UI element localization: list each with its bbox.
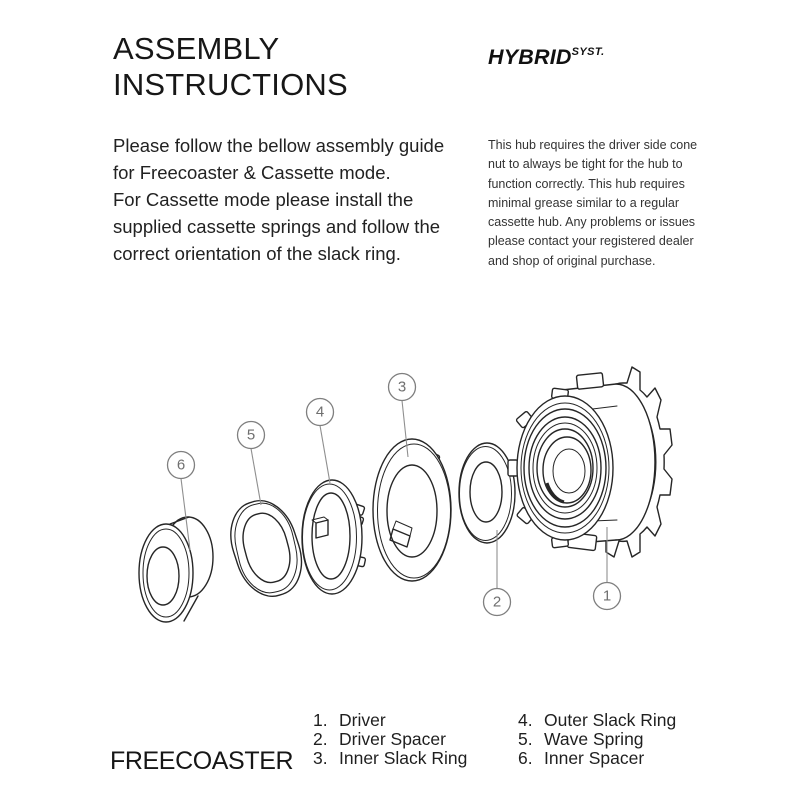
leader-line-5 <box>251 449 261 506</box>
parts-list-item <box>518 711 676 730</box>
callout-2 <box>484 589 511 616</box>
intro-text <box>113 132 461 267</box>
part-wave-spring <box>221 492 312 604</box>
intro-paragraph-2: For Cassette mode please install the supplied cassette springs and follow the correct orientation of the slack ring. <box>113 189 441 264</box>
part-number: 4. <box>518 710 533 730</box>
intro-paragraph-1: Please follow the bellow assembly guide for Freecoaster & Cassette mode. <box>113 135 445 183</box>
page-title <box>113 31 348 103</box>
callout-5-number: 5 <box>246 426 256 444</box>
part-number: 1. <box>313 710 328 730</box>
part-label: Driver Spacer <box>339 729 446 750</box>
part-number: 2. <box>313 729 328 750</box>
callout-1 <box>594 583 621 610</box>
mode-label: FREECOASTER <box>110 747 294 775</box>
part-label: Wave Spring <box>544 729 644 750</box>
callout-3 <box>389 374 416 401</box>
callout-2-number: 2 <box>492 593 502 611</box>
part-driver <box>508 367 672 557</box>
parts-list-item <box>313 730 467 749</box>
part-inner-spacer <box>139 517 213 622</box>
callout-6 <box>168 452 195 479</box>
part-label: Inner Spacer <box>544 748 645 769</box>
part-label: Driver <box>339 710 386 730</box>
note-text: This hub requires the driver side cone nut to always be tight for the hub to function correctly. This hub requires minimal grease similar to a regular cassette hub. Any problems or issues please contact your registered dealer and shop of original purchase. <box>488 138 698 268</box>
page-title-line2: INSTRUCTIONS <box>113 67 348 102</box>
part-driver-spacer <box>459 443 515 543</box>
part-number: 5. <box>518 729 533 750</box>
brand-name: HYBRID <box>488 45 572 69</box>
part-label: Inner Slack Ring <box>339 748 468 769</box>
exploded-diagram <box>100 350 700 680</box>
callout-3-number: 3 <box>397 378 407 396</box>
leader-line-4 <box>320 426 330 484</box>
part-inner-slack-ring <box>373 439 451 581</box>
brand-suffix: SYST. <box>571 46 605 58</box>
part-number: 6. <box>518 748 533 769</box>
parts-list-item <box>313 711 467 730</box>
callout-1-number: 1 <box>602 587 612 605</box>
parts-list-column-1 <box>313 711 467 769</box>
callout-4 <box>307 399 334 426</box>
callout-4-number: 4 <box>315 403 325 421</box>
callout-5 <box>238 422 265 449</box>
page-title-line1: ASSEMBLY <box>113 31 280 66</box>
parts-list-item <box>518 730 676 749</box>
parts-list-column-2 <box>518 711 676 769</box>
brand-logo <box>488 45 605 70</box>
parts-list-item <box>313 749 467 768</box>
callout-6-number: 6 <box>176 456 186 474</box>
part-number: 3. <box>313 748 328 769</box>
part-outer-slack-ring <box>302 480 366 594</box>
parts-list-item <box>518 749 676 768</box>
part-label: Outer Slack Ring <box>544 710 677 730</box>
